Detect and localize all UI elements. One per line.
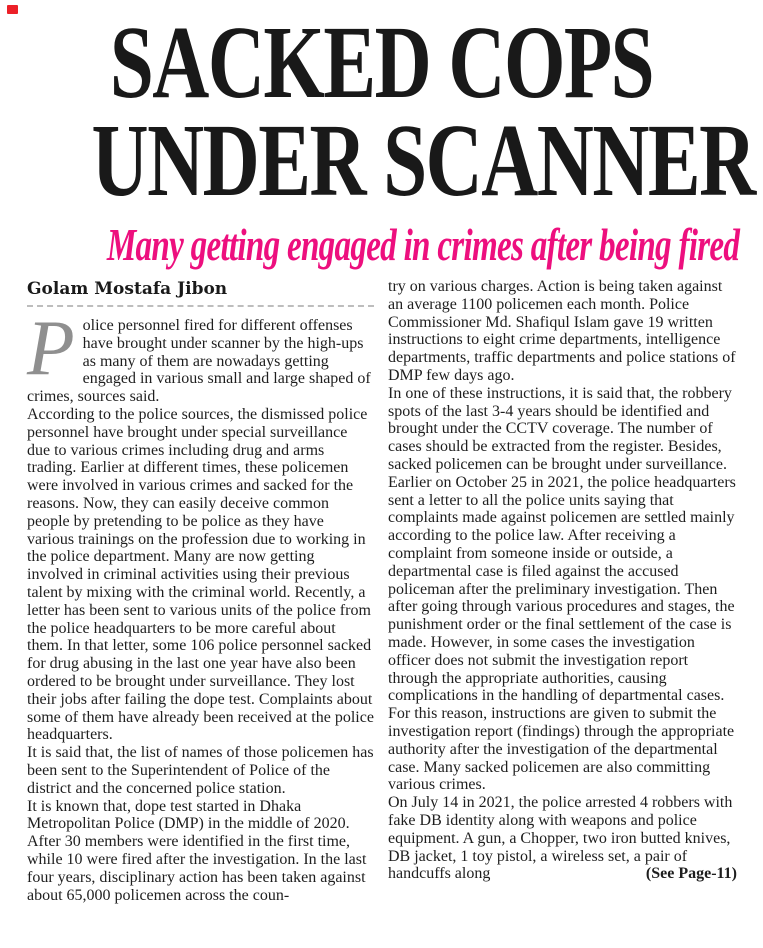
byline-divider — [27, 305, 374, 307]
paragraph-text: It is said that, the list of names of those policemen has been sent to the Superintendent of Police of the district and the concerned police station. — [27, 744, 374, 797]
paragraph — [27, 798, 374, 905]
paragraph — [27, 744, 374, 797]
paragraph — [388, 385, 737, 474]
article-columns — [0, 278, 763, 904]
drop-cap: P — [27, 304, 75, 391]
paragraph-text: It is known that, dope test started in Dhaka Metropolitan Police (DMP) in the middle of 2020. After 30 members were identified in the first time, while 10 were fired after the investigation. In the last four years, disciplinary action has been taken against about 65,000 policemen across the coun- — [27, 797, 367, 904]
paragraph — [27, 304, 374, 406]
paragraph-text: On July 14 in 2021, the police arrested 4 robbers with fake DB identity along with weapons and police equipment. A gun, a Chopper, two iron butted knives, DB jacket, 1 toy pistol, a wireless set, a pair of handcuffs along — [388, 794, 733, 883]
red-corner-mark — [7, 5, 18, 14]
continued-on-page-note: (See Page-11) — [645, 865, 737, 883]
paragraph-text: olice personnel fired for different offenses have brought under scanner by the high-ups as many of them are nowadays getting engaged in various small and large shaped of crimes, sources said. — [27, 317, 371, 406]
headline — [0, 5, 763, 218]
right-column — [388, 278, 737, 904]
paragraph — [388, 474, 737, 794]
paragraph-text: try on various charges. Action is being taken against an average 1100 policemen each month. Police Commissioner Md. Shafiqul Islam gave 19 written instructions to eight crime departments, intelligence departments, traffic departments and police stations of DMP few days ago. — [388, 278, 736, 384]
headline-line-1: SACKED COPS — [109, 5, 654, 120]
paragraph — [27, 406, 374, 744]
headline-line-2: UNDER SCANNER — [91, 103, 755, 218]
left-column — [27, 278, 374, 904]
paragraph-text: Earlier on October 25 in 2021, the police headquarters sent a letter to all the police units saying that complaints made against policemen are settled mainly according to the police law. After receiving a complaint from someone inside or outside, a departmental case is filed against the accused policeman after the preliminary investigation. Then after going through various procedures and stages, the punishment order or the final settlement of the case is made. However, in some cases the investigation officer does not submit the investigation report through the appropriate authorities, causing complications in the handling of departmental cases. For this reason, instructions are given to submit the investigation report (findings) through the appropriate authority after the investigation of the departmental case. Many sacked policemen are also committing various crimes. — [388, 473, 736, 794]
byline: Golam Mostafa Jibon — [27, 279, 228, 299]
paragraph-text: In one of these instructions, it is said that, the robbery spots of the last 3-4 years should be identified and brought under the CCTV coverage. The number of cases should be extracted from the register. Besides, sacked policemen can be brought under surveillance. — [388, 384, 732, 473]
paragraph-text: According to the police sources, the dismissed police personnel have brought under special surveillance due to various crimes including drug and arms trading. Earlier at different times, these policemen were involved in various crimes and sacked for the reasons. Now, they can easily deceive common people by pretending to be police as they have various trainings on the profession due to working in the police department. Many are now getting involved in criminal activities using their previous talent by mixing with the criminal world. Recently, a letter has been sent to various units of the police from the police headquarters to be more careful about them. In that letter, some 106 police personnel sacked for drug abusing in the last one year have also been ordered to be brought under surveillance. They lost their jobs after failing the dope test. Complaints about some of them have already been received at the police headquarters. — [27, 405, 374, 744]
paragraph — [388, 794, 737, 883]
subtitle: Many getting engaged in crimes after being fired — [106, 219, 740, 270]
paragraph — [388, 278, 737, 385]
